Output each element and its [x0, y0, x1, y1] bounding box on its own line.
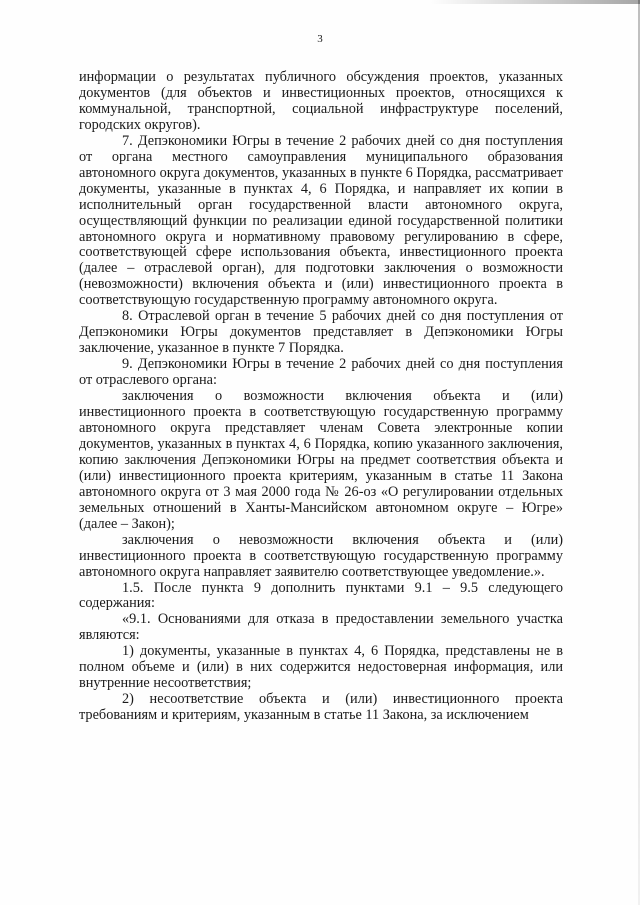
page-number: 3	[317, 33, 323, 45]
paragraph-item-9-1: «9.1. Основаниями для отказа в предоставлении земельного участка являются:	[79, 611, 563, 644]
paragraph-item-9-impossible: заключения о невозможности включения объекта и (или) инвестиционного проекта в соответствующую государственную программу автономного округа направляет заявителю соответствующее уведомление.».	[79, 531, 563, 580]
paragraph-subitem-1: 1) документы, указанные в пунктах 4, 6 Порядка, представлены не в полном объеме и (или) в них содержится недостоверная информация, или внутренние несоответствия;	[79, 643, 563, 692]
paragraph-item-8: 8. Отраслевой орган в течение 5 рабочих дней со дня поступления от Депэкономики Югры документов представляет в Депэкономики Югры заключение, указанное в пункте 7 Порядка.	[79, 308, 563, 357]
paragraph-item-9: 9. Депэкономики Югры в течение 2 рабочих дней со дня поступления от отраслевого органа:	[79, 356, 563, 389]
paragraph-item-7: 7. Депэкономики Югры в течение 2 рабочих дней со дня поступления от органа местного самоуправления муниципального образования автономного округа документов, указанных в пункте 6 Порядка, рассматривает документы, указанные в пунктах 4, 6 Порядка, и направляет их копии в исполнительный орган государственной власти автономного округа, осуществляющий функции по реализации единой государственной политики автономного округа и нормативному правовому регулированию в сфере, соответствующей сфере использования объекта, инвестиционного проекта (далее – отраслевой орган), для подготовки заключения о возможности (невозможности) включения объекта и (или) инвестиционного проекта в соответствующую государственную программу автономного округа.	[79, 132, 563, 309]
paragraph-subitem-2: 2) несоответствие объекта и (или) инвестиционного проекта требованиям и критериям, указанным в статье 11 Закона, за исключением	[79, 691, 563, 724]
paragraph-continuation: информации о результатах публичного обсуждения проектов, указанных документов (для объектов и инвестиционных проектов, относящихся к коммунальной, транспортной, социальной инфраструктуре поселений, городских округов).	[79, 69, 563, 133]
paragraph-item-9-possible: заключения о возможности включения объекта и (или) инвестиционного проекта в соответствующую государственную программу автономного округа представляет членам Совета электронные копии документов, указанных в пунктах 4, 6 Порядка, копию указанного заключения, копию заключения Депэкономики Югры на предмет соответствия объекта и (или) инвестиционного проекта критериям, указанным в статье 11 Закона автономного округа от 3 мая 2000 года № 26-оз «О регулировании отдельных земельных отношений в Ханты-Мансийском автономном округе – Югре» (далее – Закон);	[79, 388, 563, 532]
paragraph-amendment-1-5: 1.5. После пункта 9 дополнить пунктами 9.1 – 9.5 следующего содержания:	[79, 579, 563, 612]
document-body	[79, 70, 563, 724]
scan-edge-shadow-top	[430, 0, 640, 4]
